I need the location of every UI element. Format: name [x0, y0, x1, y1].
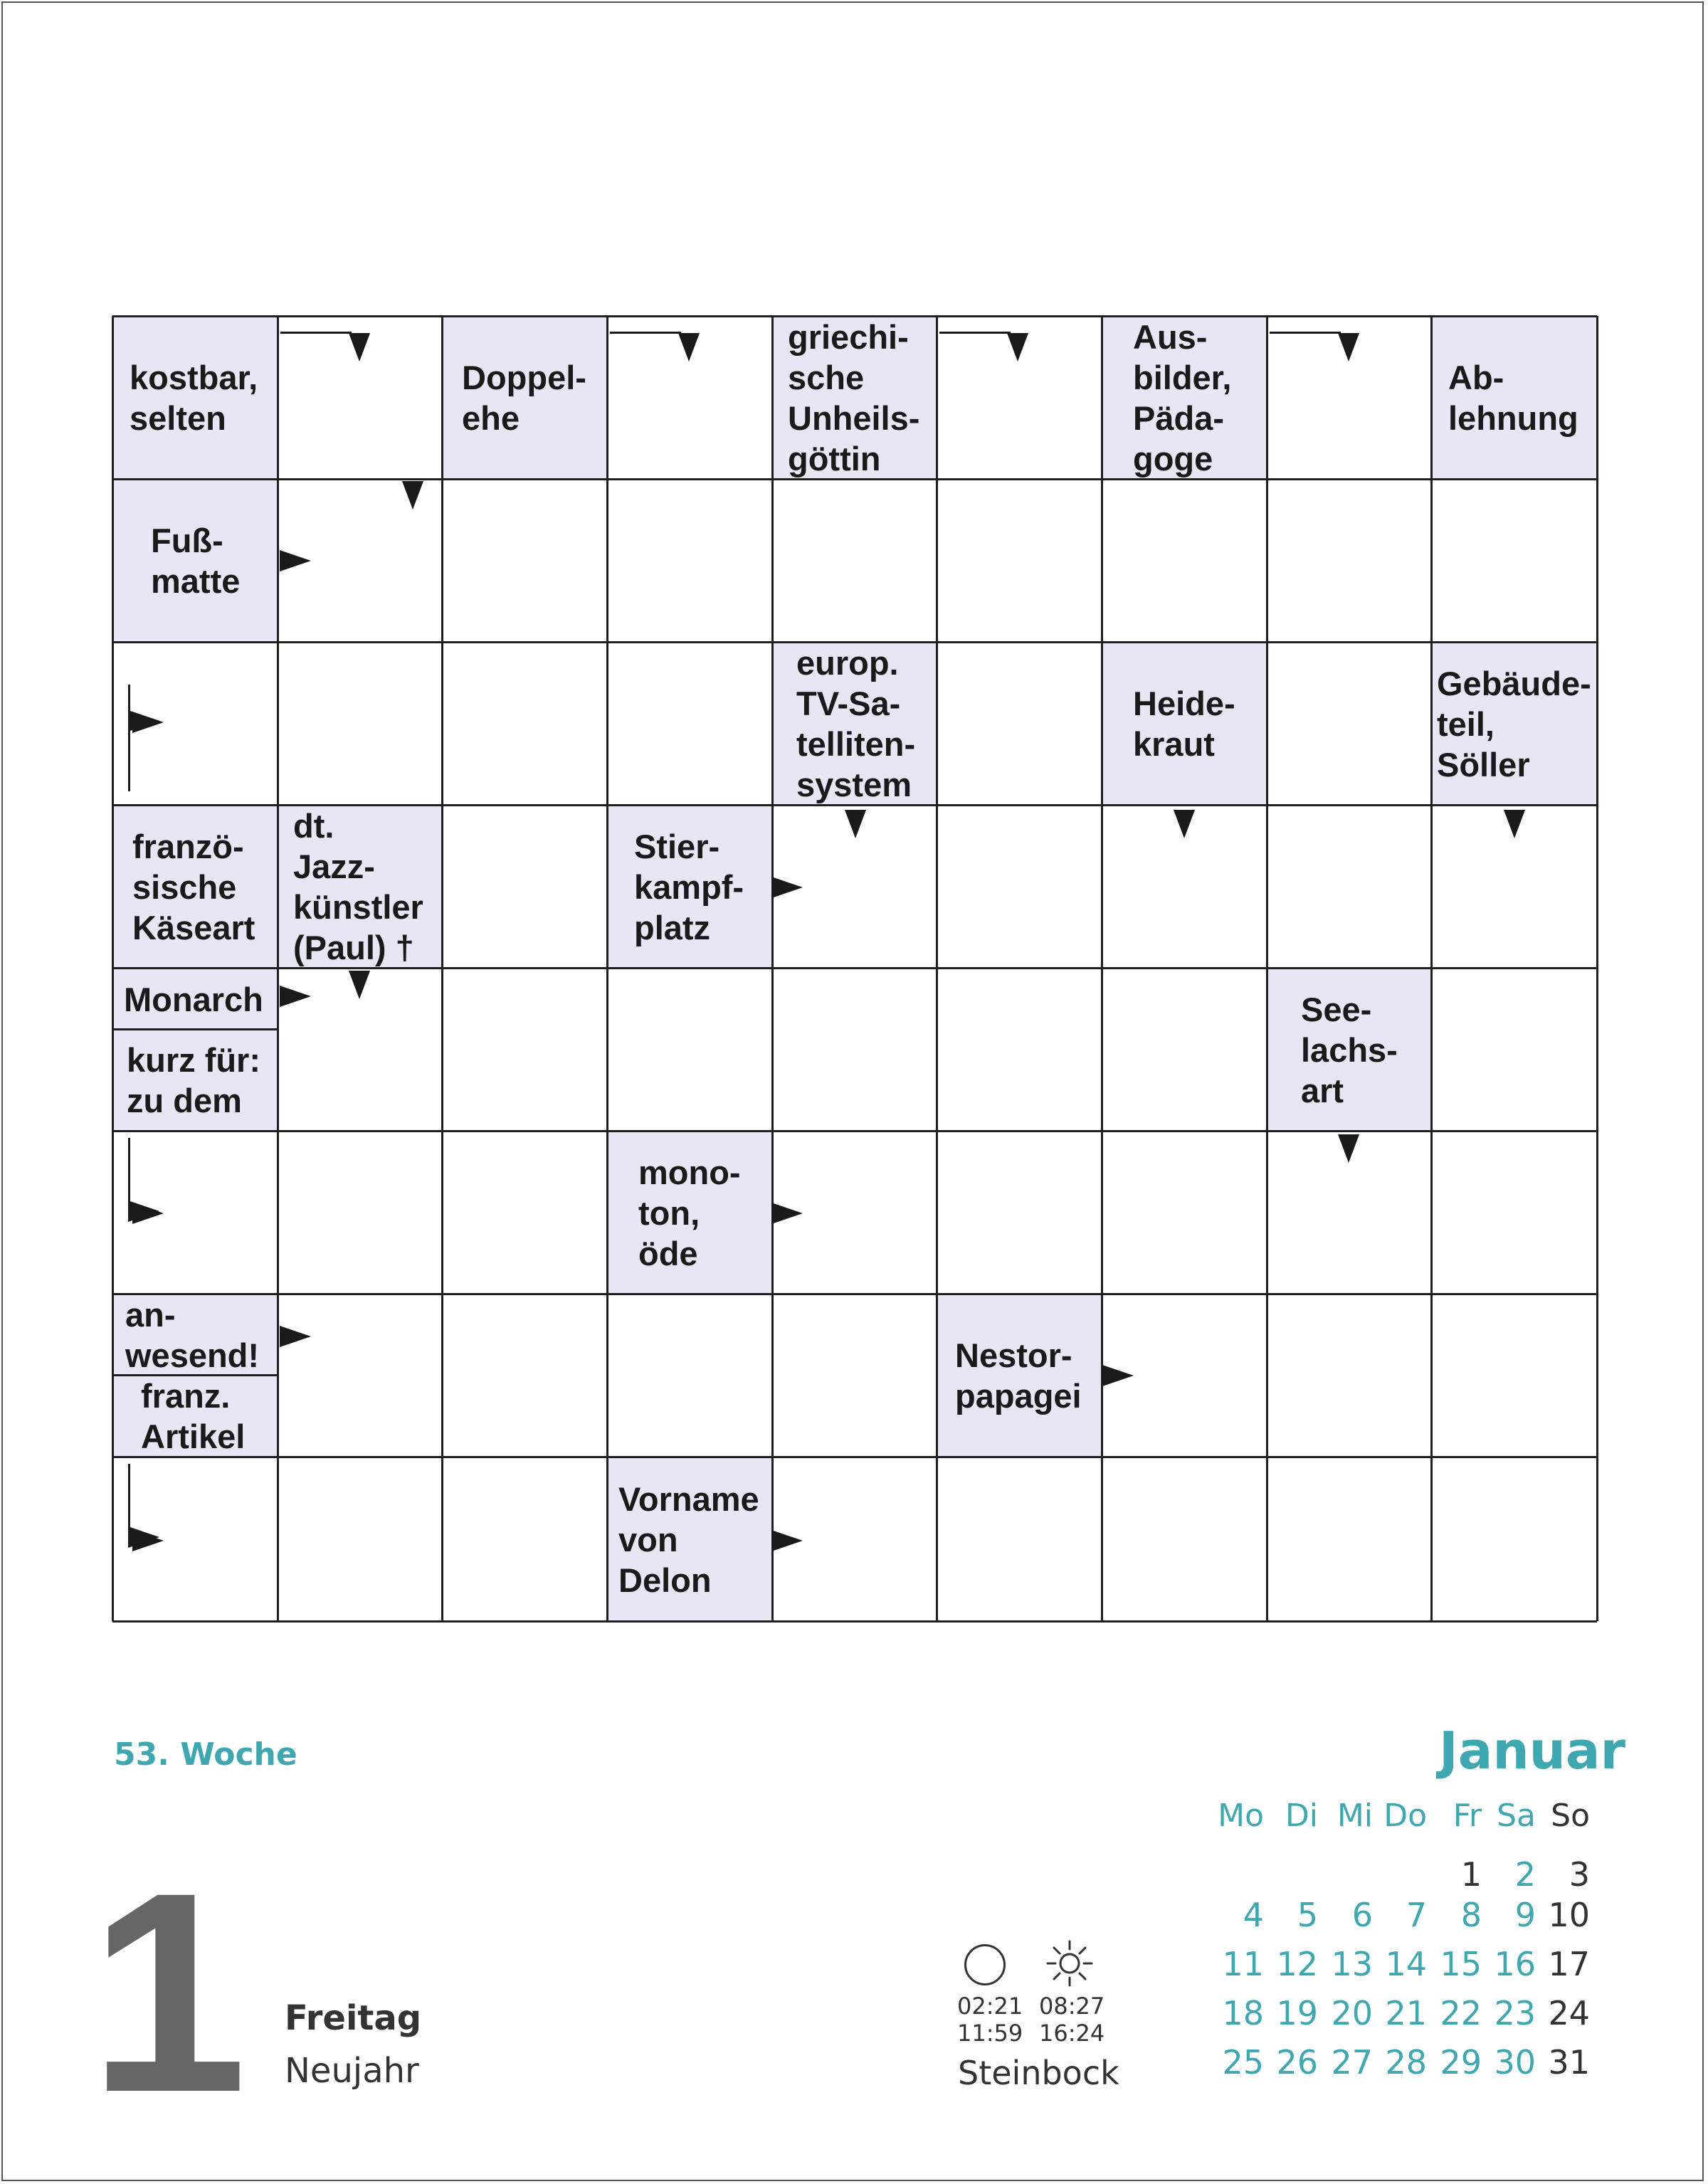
- calendar-day[interactable]: 6: [1351, 1896, 1373, 1934]
- clue-text-line: (Paul) †: [293, 929, 414, 966]
- arrow-down-icon: [349, 971, 370, 999]
- crossword-cell[interactable]: [1433, 969, 1596, 1130]
- clue-text-line: sische: [132, 867, 237, 906]
- clue-text-line: mono-: [638, 1153, 741, 1191]
- crossword-cell[interactable]: [443, 480, 606, 641]
- clue-box: [114, 1376, 277, 1456]
- arrow-down-icon: [678, 333, 700, 362]
- crossword-cell[interactable]: [443, 1458, 606, 1620]
- clue-box: [443, 317, 606, 478]
- crossword-cell[interactable]: [1433, 1132, 1596, 1293]
- clue-text-line: Heide-: [1133, 685, 1235, 722]
- crossword-cell[interactable]: [279, 1132, 441, 1293]
- clue-text-line: göttin: [788, 440, 881, 478]
- clue-box: [774, 643, 936, 804]
- crossword-cell[interactable]: [1103, 1458, 1266, 1620]
- calendar-day[interactable]: 3: [1569, 1855, 1590, 1894]
- clue-text-line: bilder,: [1133, 359, 1232, 396]
- clue-text-line: Unheils-: [788, 399, 920, 437]
- crossword-cell[interactable]: [443, 806, 606, 967]
- mini-calendar-week: [1210, 1896, 1598, 1945]
- clue-box: [774, 317, 936, 478]
- crossword-cell[interactable]: [774, 969, 936, 1130]
- clue-box: [608, 806, 771, 967]
- clue-text-line: Fuß-: [151, 522, 223, 559]
- mini-calendar: [1210, 1798, 1598, 2092]
- arrow-down-icon: [1007, 333, 1028, 362]
- clue-text-line: zu dem: [127, 1082, 242, 1119]
- calendar-day[interactable]: 8: [1460, 1896, 1482, 1934]
- arrow-right-icon: [128, 710, 159, 732]
- calendar-day[interactable]: 11: [1222, 1945, 1264, 1983]
- clue-text-line: franzö-: [132, 827, 244, 865]
- arrow-stem: [1270, 332, 1341, 334]
- clue-text-line: künstler: [293, 888, 423, 926]
- crossword-cell[interactable]: [1103, 480, 1266, 641]
- arrow-right-icon: [771, 877, 803, 898]
- moonrise-time: 02:21: [957, 1993, 1023, 2020]
- clue-box: [938, 1295, 1101, 1456]
- clue-box: [1433, 643, 1596, 804]
- crossword-cell[interactable]: [1433, 1458, 1596, 1620]
- crossword-cell[interactable]: [279, 643, 441, 804]
- calendar-day[interactable]: 28: [1385, 2043, 1427, 2082]
- arrow-stem: [128, 685, 130, 791]
- crossword-grid: [112, 316, 1597, 1621]
- clue-box: [114, 317, 277, 478]
- clue-text-line: papagei: [955, 1377, 1082, 1415]
- zodiac-label: Steinbock: [958, 2054, 1119, 2092]
- calendar-day[interactable]: 18: [1222, 1994, 1264, 2032]
- calendar-day[interactable]: 22: [1440, 1994, 1482, 2032]
- clue-text-line: lehnung: [1448, 399, 1578, 437]
- arrow-right-icon: [128, 1526, 159, 1548]
- crossword-cell[interactable]: [608, 643, 771, 804]
- calendar-day[interactable]: 31: [1548, 2043, 1590, 2082]
- calendar-day[interactable]: 30: [1494, 2043, 1536, 2082]
- arrow-down-icon: [1338, 333, 1359, 362]
- arrow-right-icon: [128, 1201, 159, 1222]
- calendar-day[interactable]: 14: [1385, 1945, 1427, 1983]
- clue-text-line: Delon: [618, 1561, 712, 1599]
- clue-text-line: teil,: [1437, 705, 1494, 743]
- crossword-cell[interactable]: [1103, 1132, 1266, 1293]
- clue-text-line: system: [796, 766, 912, 803]
- weekday-header: Mi: [1337, 1798, 1373, 1834]
- month-title: Januar: [1439, 1721, 1625, 1781]
- clue-text-line: goge: [1133, 440, 1213, 478]
- crossword-cell[interactable]: [938, 643, 1101, 804]
- calendar-day[interactable]: 29: [1440, 2043, 1482, 2082]
- day-number: 1: [89, 1833, 248, 2151]
- clue-text-line: Gebäude-: [1437, 664, 1591, 702]
- crossword-cell[interactable]: [938, 969, 1101, 1130]
- crossword-cell[interactable]: [443, 643, 606, 804]
- clue-text-line: europ.: [796, 644, 899, 682]
- clue-text-line: an-: [125, 1296, 176, 1334]
- arrow-right-icon: [1102, 1365, 1134, 1386]
- clue-text-line: See-: [1301, 990, 1372, 1028]
- clue-text-line: von: [618, 1520, 678, 1558]
- grid-line-horizontal: [112, 1620, 1597, 1623]
- clue-text-line: Doppel-: [462, 359, 586, 396]
- week-label: 53. Woche: [114, 1736, 297, 1773]
- calendar-day[interactable]: 25: [1222, 2043, 1264, 2082]
- crossword-cell[interactable]: [938, 806, 1101, 967]
- clue-text-line: kurz für:: [127, 1041, 260, 1079]
- clue-text-line: kampf-: [634, 867, 744, 906]
- clue-text-line: kostbar,: [130, 359, 258, 396]
- crossword-cell[interactable]: [938, 1132, 1101, 1293]
- calendar-day[interactable]: 17: [1548, 1945, 1590, 1983]
- mini-calendar-week: [1210, 2043, 1598, 2092]
- clue-text-line: sche: [788, 359, 865, 396]
- arrow-stem: [128, 1464, 130, 1535]
- arrow-stem: [610, 332, 681, 334]
- clue-text-line: platz: [634, 908, 711, 946]
- calendar-day[interactable]: 20: [1331, 1994, 1373, 2032]
- clue-box: [1103, 317, 1266, 478]
- arrow-down-icon: [1174, 810, 1195, 838]
- crossword-cell[interactable]: [1103, 969, 1266, 1130]
- moonset-time: 11:59: [957, 2020, 1023, 2047]
- crossword-cell[interactable]: [443, 969, 606, 1130]
- crossword-cell[interactable]: [443, 1132, 606, 1293]
- clue-box: [608, 1458, 771, 1620]
- clue-text-line: TV-Sa-: [796, 685, 901, 722]
- arrow-down-icon: [402, 481, 423, 510]
- moon-times: [957, 1993, 1023, 2047]
- crossword-cell[interactable]: [938, 480, 1101, 641]
- calendar-day[interactable]: 1: [1460, 1855, 1482, 1894]
- clue-text-line: Aus-: [1133, 318, 1208, 356]
- weekday-header: Do: [1383, 1798, 1427, 1834]
- weekday-label: Freitag: [285, 1998, 422, 2038]
- crossword-cell[interactable]: [938, 1458, 1101, 1620]
- calendar-day[interactable]: 13: [1331, 1945, 1373, 1983]
- clue-box: [114, 806, 277, 967]
- crossword-cell[interactable]: [774, 1295, 936, 1456]
- crossword-cell[interactable]: [1268, 643, 1430, 804]
- clue-text-line: ehe: [462, 399, 520, 437]
- sunset-time: 16:24: [1039, 2020, 1105, 2047]
- arrow-right-icon: [280, 550, 311, 571]
- arrow-stem: [939, 332, 1011, 334]
- crossword-cell[interactable]: [1433, 480, 1596, 641]
- mini-calendar-week: [1210, 1945, 1598, 1994]
- mini-calendar-week: [1210, 1994, 1598, 2043]
- calendar-day[interactable]: 21: [1385, 1994, 1427, 2032]
- mini-calendar-header: [1210, 1798, 1598, 1847]
- clue-text-line: Nestor-: [955, 1336, 1072, 1374]
- clue-box: [114, 1030, 277, 1130]
- sun-times: [1039, 1993, 1105, 2047]
- crossword-cell[interactable]: [443, 1295, 606, 1456]
- calendar-day[interactable]: 27: [1331, 2043, 1373, 2082]
- clue-text-line: Stier-: [634, 827, 720, 865]
- clue-box: [1433, 317, 1596, 478]
- arrow-down-icon: [845, 810, 866, 838]
- clue-text-line: Jazz-: [293, 848, 375, 885]
- clue-text-line: art: [1301, 1071, 1344, 1109]
- weekday-header: Sa: [1497, 1798, 1536, 1834]
- clue-text-line: selten: [130, 399, 226, 437]
- calendar-day[interactable]: 4: [1243, 1896, 1264, 1934]
- crossword-cell[interactable]: [608, 1295, 771, 1456]
- clue-text-line: lachs-: [1301, 1030, 1398, 1069]
- calendar-day[interactable]: 24: [1548, 1994, 1590, 2032]
- clue-text-line: telliten-: [796, 725, 916, 763]
- arrow-right-icon: [771, 1203, 803, 1224]
- crossword-cell[interactable]: [1268, 1295, 1430, 1456]
- arrow-stem: [128, 1138, 130, 1209]
- arrow-stem: [280, 332, 352, 334]
- arrow-down-icon: [349, 333, 370, 362]
- sun-icon: [1045, 1938, 1095, 1988]
- arrow-right-icon: [280, 1326, 311, 1347]
- clue-text-line: kraut: [1133, 725, 1215, 763]
- clue-text-line: Päda-: [1133, 399, 1224, 437]
- clue-box: [114, 480, 277, 641]
- calendar-day[interactable]: 26: [1276, 2043, 1318, 2082]
- calendar-day[interactable]: 15: [1440, 1945, 1482, 1983]
- clue-box: [1268, 969, 1430, 1130]
- crossword-cell[interactable]: [608, 969, 771, 1130]
- crossword-cell[interactable]: [1268, 1458, 1430, 1620]
- sunrise-time: 08:27: [1039, 1993, 1105, 2020]
- clue-text-line: dt.: [293, 807, 334, 845]
- arrow-down-icon: [1504, 810, 1525, 838]
- clue-text-line: griechi-: [788, 318, 909, 356]
- clue-text-line: franz.: [141, 1377, 231, 1415]
- crossword-cell[interactable]: [608, 480, 771, 641]
- clue-text-line: öde: [638, 1234, 698, 1272]
- weekday-header: Di: [1285, 1798, 1318, 1834]
- clue-box: [279, 806, 441, 967]
- crossword-cell[interactable]: [1268, 806, 1430, 967]
- arrow-right-icon: [280, 986, 311, 1007]
- clue-text-line: Ab-: [1448, 359, 1504, 396]
- calendar-day[interactable]: 10: [1548, 1896, 1590, 1934]
- holiday-label: Neujahr: [285, 2051, 419, 2091]
- weekday-header: Mo: [1218, 1798, 1264, 1834]
- crossword-cell[interactable]: [1433, 1295, 1596, 1456]
- calendar-day[interactable]: 23: [1494, 1994, 1536, 2032]
- weekday-header: So: [1551, 1798, 1590, 1834]
- calendar-day[interactable]: 12: [1276, 1945, 1318, 1983]
- clue-box: [114, 969, 277, 1029]
- crossword-cell[interactable]: [774, 480, 936, 641]
- clue-text-line: Monarch: [124, 980, 263, 1018]
- arrow-right-icon: [771, 1530, 803, 1551]
- calendar-day[interactable]: 9: [1514, 1896, 1536, 1934]
- clue-text-line: Söller: [1437, 745, 1530, 784]
- calendar-day[interactable]: 19: [1276, 1994, 1318, 2032]
- crossword-cell[interactable]: [1268, 480, 1430, 641]
- calendar-day[interactable]: 5: [1297, 1896, 1318, 1934]
- clue-box: [1103, 643, 1266, 804]
- clue-text-line: Artikel: [141, 1418, 246, 1455]
- clue-text-line: Käseart: [132, 908, 255, 946]
- arrow-down-icon: [1338, 1134, 1359, 1163]
- crossword-cell[interactable]: [279, 1295, 441, 1456]
- crossword-cell[interactable]: [279, 1458, 441, 1620]
- clue-text-line: ton,: [638, 1193, 700, 1232]
- clue-text-line: Vorname: [618, 1479, 759, 1518]
- weekday-header: Fr: [1453, 1798, 1482, 1834]
- calendar-day[interactable]: 2: [1514, 1855, 1536, 1894]
- calendar-day[interactable]: 7: [1406, 1896, 1427, 1934]
- clue-text-line: matte: [151, 562, 241, 600]
- clue-box: [114, 1295, 277, 1375]
- clue-box: [608, 1132, 771, 1293]
- clue-text-line: wesend!: [125, 1336, 260, 1374]
- calendar-day[interactable]: 16: [1494, 1945, 1536, 1983]
- moon-icon: [964, 1944, 1006, 1985]
